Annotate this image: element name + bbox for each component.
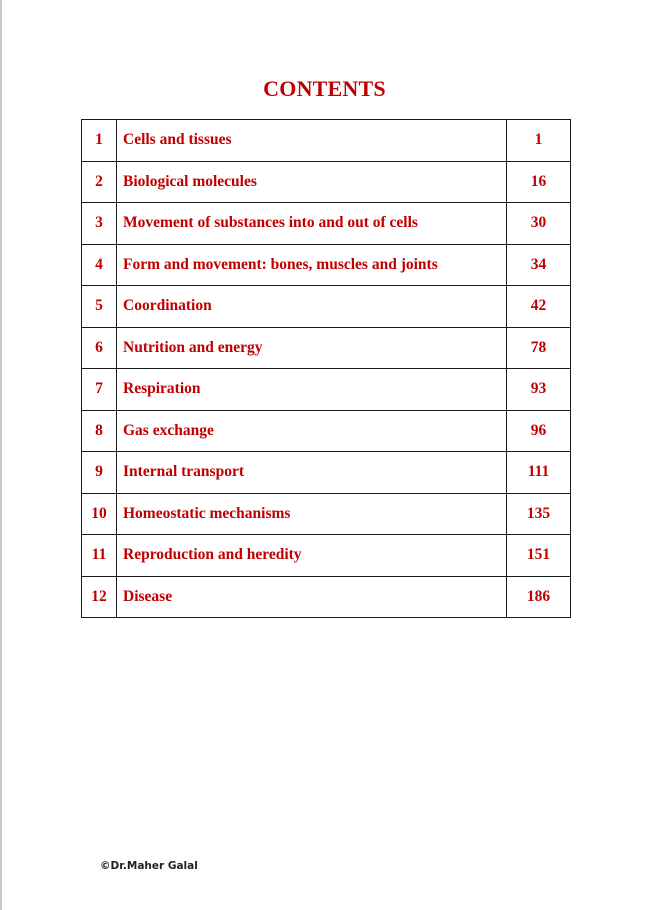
- page-number: 78: [507, 327, 571, 369]
- page-number: 1: [507, 120, 571, 162]
- page-number: 96: [507, 410, 571, 452]
- chapter-title: Coordination: [117, 286, 507, 328]
- chapter-number: 4: [82, 244, 117, 286]
- chapter-number: 5: [82, 286, 117, 328]
- table-row: [82, 369, 571, 411]
- table-row: [82, 410, 571, 452]
- table-row: [82, 535, 571, 577]
- page-number: 93: [507, 369, 571, 411]
- chapter-title: Biological molecules: [117, 161, 507, 203]
- contents-table: [81, 119, 571, 618]
- table-row: [82, 286, 571, 328]
- page-number: 16: [507, 161, 571, 203]
- table-row: [82, 493, 571, 535]
- chapter-number: 6: [82, 327, 117, 369]
- page-left-edge: [0, 0, 2, 910]
- chapter-number: 2: [82, 161, 117, 203]
- chapter-number: 11: [82, 535, 117, 577]
- chapter-title: Respiration: [117, 369, 507, 411]
- chapter-title: Form and movement: bones, muscles and joints: [117, 244, 507, 286]
- page-title: CONTENTS: [263, 76, 386, 101]
- table-row: [82, 161, 571, 203]
- chapter-number: 8: [82, 410, 117, 452]
- table-row: [82, 120, 571, 162]
- chapter-title: Movement of substances into and out of cells: [117, 203, 507, 245]
- page-number: 42: [507, 286, 571, 328]
- table-row: [82, 203, 571, 245]
- copyright-footer: ©Dr.Maher Galal: [100, 860, 198, 872]
- chapter-title: Gas exchange: [117, 410, 507, 452]
- chapter-title: Internal transport: [117, 452, 507, 494]
- page-number: 186: [507, 576, 571, 618]
- chapter-number: 10: [82, 493, 117, 535]
- page-number: 34: [507, 244, 571, 286]
- table-row: [82, 327, 571, 369]
- chapter-title: Disease: [117, 576, 507, 618]
- table-row: [82, 576, 571, 618]
- chapter-title: Homeostatic mechanisms: [117, 493, 507, 535]
- chapter-number: 12: [82, 576, 117, 618]
- page-number: 111: [507, 452, 571, 494]
- chapter-number: 1: [82, 120, 117, 162]
- page-number: 151: [507, 535, 571, 577]
- page-number: 135: [507, 493, 571, 535]
- page-number: 30: [507, 203, 571, 245]
- chapter-number: 9: [82, 452, 117, 494]
- chapter-title: Reproduction and heredity: [117, 535, 507, 577]
- chapter-title: Nutrition and energy: [117, 327, 507, 369]
- table-row: [82, 244, 571, 286]
- table-row: [82, 452, 571, 494]
- chapter-number: 3: [82, 203, 117, 245]
- chapter-number: 7: [82, 369, 117, 411]
- chapter-title: Cells and tissues: [117, 120, 507, 162]
